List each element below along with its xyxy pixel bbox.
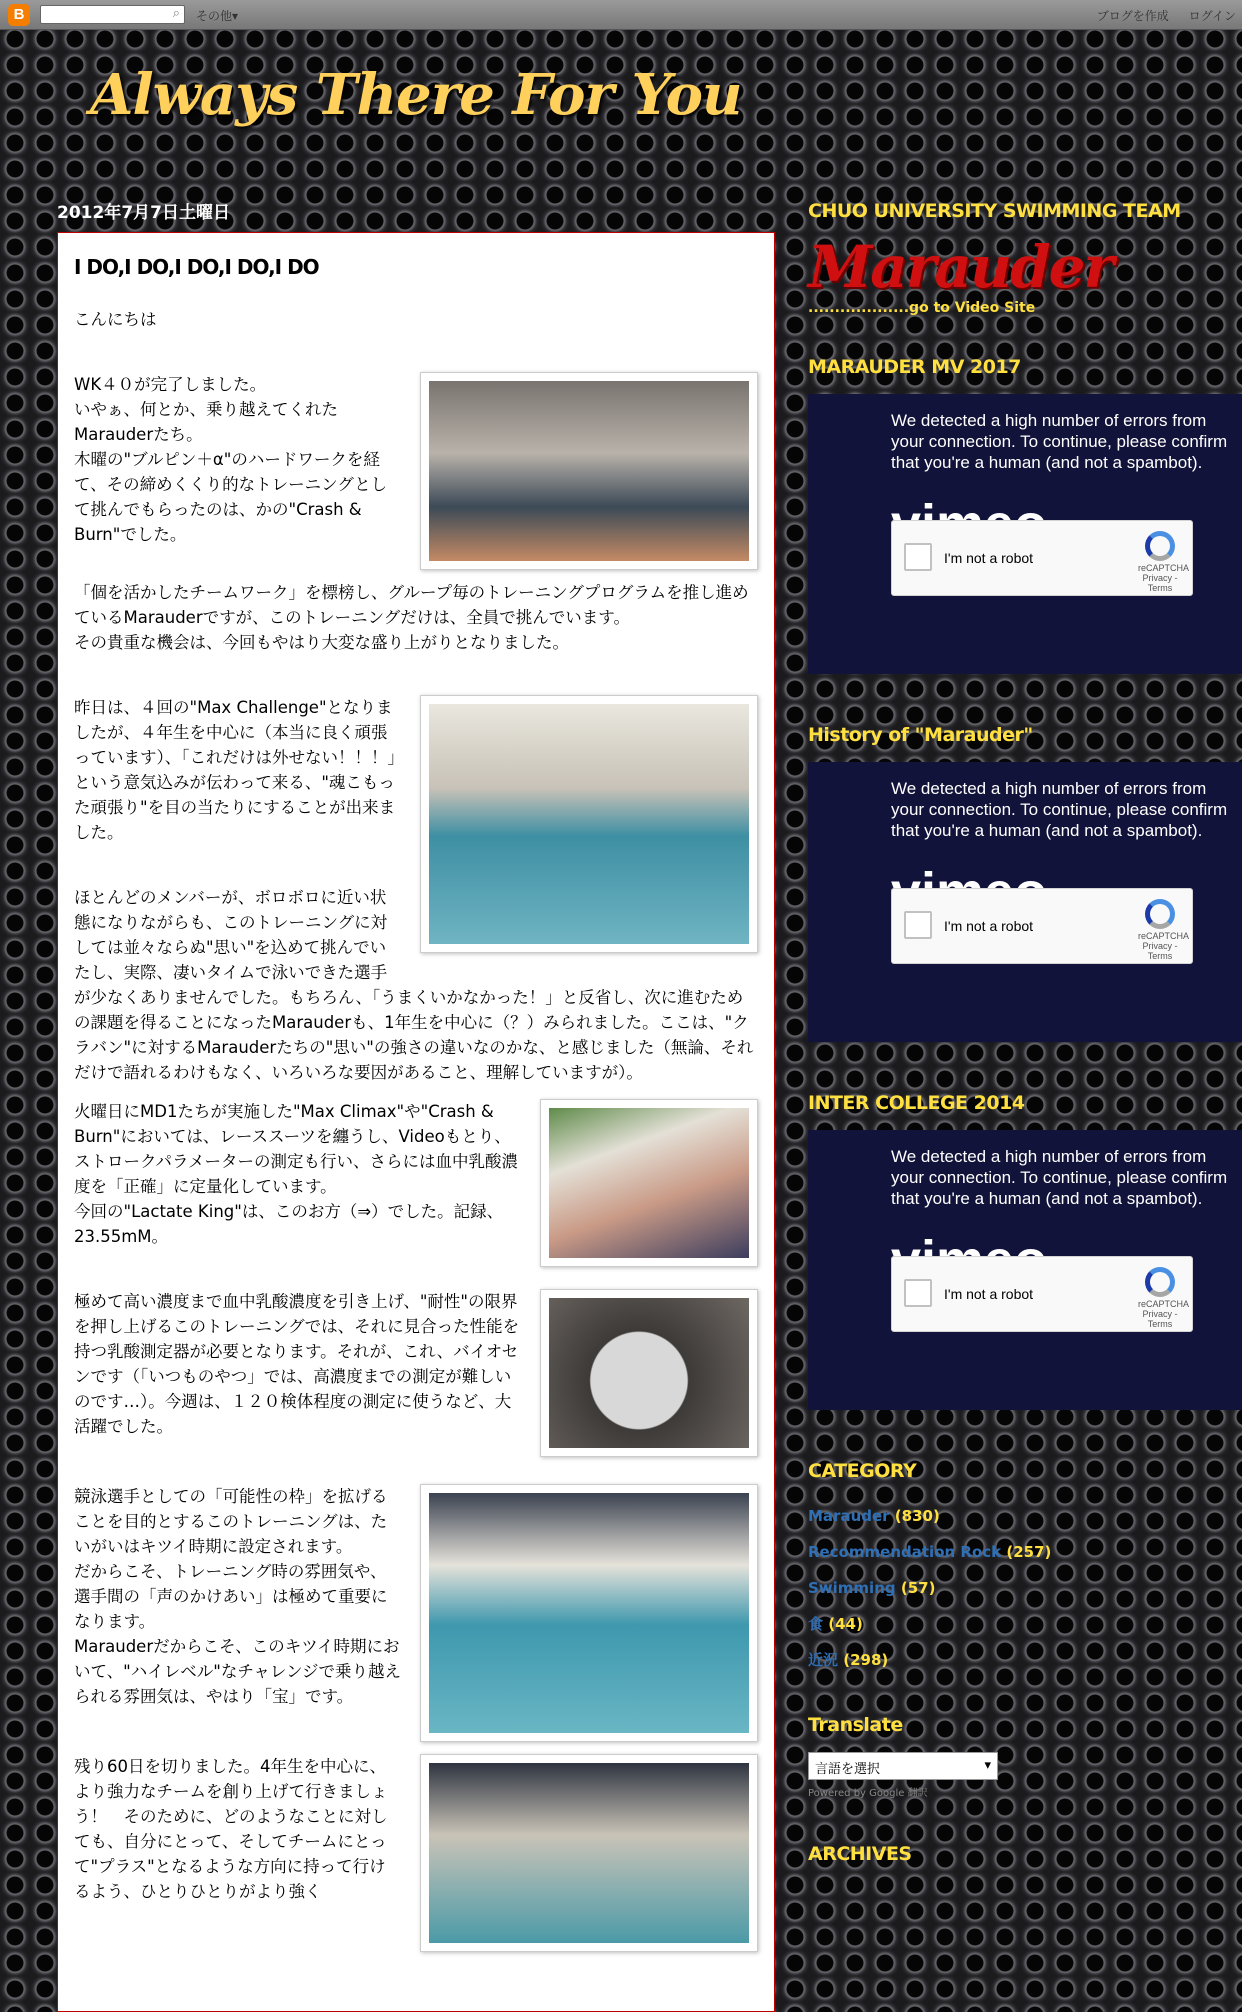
photo-analyzer[interactable] <box>540 1289 758 1457</box>
vimeo-error-message: We detected a high number of errors from your connection. To continue, please confirm that you're a human (and not a spambot). <box>891 1147 1228 1208</box>
photo-pool-group[interactable] <box>420 1754 758 1952</box>
post <box>57 232 775 2012</box>
category-link[interactable]: Recommendation Rock <box>808 1543 1002 1561</box>
photo-pool-start[interactable] <box>420 695 758 953</box>
category-title: CATEGORY <box>808 1460 917 1482</box>
photo-image[interactable] <box>429 704 749 944</box>
photo-image[interactable] <box>429 381 749 561</box>
recaptcha-checkbox[interactable] <box>904 543 932 571</box>
category-link[interactable]: Marauder <box>808 1507 890 1525</box>
widget-title: History of "Marauder" <box>808 724 1033 746</box>
recaptcha-checkbox[interactable] <box>904 911 932 939</box>
create-blog-link[interactable]: ブログを作成 <box>1096 9 1169 23</box>
blogger-navbar <box>0 0 1242 30</box>
category-link[interactable]: 近況 <box>808 1651 839 1669</box>
recaptcha-badge <box>1138 531 1190 593</box>
recaptcha-label: I'm not a robot <box>944 550 1034 566</box>
recaptcha-badge <box>1138 899 1190 961</box>
archives-title: ARCHIVES <box>808 1843 912 1865</box>
language-select[interactable]: 言語を選択 ▾ <box>808 1752 998 1780</box>
category-item <box>808 1570 1242 1606</box>
category-list <box>808 1498 1242 1678</box>
more-menu[interactable]: その他▾ <box>196 9 239 23</box>
vimeo-embed[interactable] <box>808 762 1242 1042</box>
vimeo-logo <box>891 862 1047 888</box>
recaptcha-widget <box>891 520 1193 596</box>
recaptcha-badge <box>1138 1267 1190 1329</box>
category-count: (57) <box>900 1579 936 1597</box>
recaptcha-label: I'm not a robot <box>944 1286 1034 1302</box>
widget-title: INTER COLLEGE 2014 <box>808 1092 1025 1114</box>
translate-title: Translate <box>808 1714 903 1736</box>
category-item <box>808 1606 1242 1642</box>
widget-title: MARAUDER MV 2017 <box>808 356 1021 378</box>
category-count: (257) <box>1006 1543 1052 1561</box>
post-paragraph: ほとんどのメンバーが、ボロボロに近い状態になりながらも、このトレーニングに対しては並々ならぬ"思い"を込めて挑んでいたし、実際、凄いタイムで泳いできた選手が少なくありませんでした。もちろん、「うまくいかなかった！」と反省し、次に進むための課題を得ることになったMarauderも、1年生を中心に（？）みられました。ここは、"クラバン"に対するMarauderたちの"思い"の強さの違いなのかな、と感じました（無論、それだけで語れるわけもなく、いろいろな要因があること、理解していますが）。 <box>74 888 754 1082</box>
recaptcha-icon <box>1145 531 1175 561</box>
category-item <box>808 1498 1242 1534</box>
recaptcha-links[interactable]: Privacy - Terms <box>1142 941 1178 961</box>
search-input[interactable] <box>40 5 185 24</box>
vimeo-error-message: We detected a high number of errors from your connection. To continue, please confirm that you're a human (and not a spambot). <box>891 411 1228 472</box>
photo-image[interactable] <box>429 1493 749 1733</box>
post-paragraph: 極めて高い濃度まで血中乳酸濃度を引き上げ、"耐性"の限界を押し上げるこのトレーニングでは、それに見合った性能を持つ乳酸測定器が必要となります。それが、これ、バイオセンです（「いつものやつ」では、高濃度までの測定が難しいのです…）。今週は、１２０検体程度の測定に使うなど、大活躍でした。 <box>74 1292 520 1436</box>
category-link[interactable]: 食 <box>808 1615 824 1633</box>
blog-title[interactable]: Always There For You <box>90 62 742 128</box>
category-count: (830) <box>894 1507 940 1525</box>
google-translate-credit[interactable]: Powered by Google 翻訳 <box>808 1788 928 1799</box>
blogger-icon[interactable]: B <box>8 4 30 26</box>
photo-lactate-king[interactable] <box>540 1099 758 1267</box>
recaptcha-brand: reCAPTCHA <box>1138 1299 1190 1309</box>
login-link[interactable]: ログイン <box>1188 9 1236 23</box>
photo-team-cheer[interactable] <box>420 372 758 570</box>
post-body <box>74 307 758 1904</box>
vimeo-error-message: We detected a high number of errors from your connection. To continue, please confirm that you're a human (and not a spambot). <box>891 779 1228 840</box>
recaptcha-brand: reCAPTCHA <box>1138 931 1190 941</box>
recaptcha-links[interactable]: Privacy - Terms <box>1142 1309 1178 1329</box>
vimeo-embed[interactable] <box>808 1130 1242 1410</box>
category-count: (298) <box>843 1651 889 1669</box>
search-icon[interactable]: ⌕ <box>172 6 180 21</box>
category-item <box>808 1642 1242 1678</box>
photo-image[interactable] <box>549 1298 749 1448</box>
post-paragraph: 残り60日を切りました。4年生を中心に、より強力なチームを創り上げて行きましょう！ そのために、どのようなことに対しても、自分にとって、そしてチームにとって"プラス"となるような方向に持って行けるよう、ひとりひとりがより強く <box>74 1757 388 1901</box>
post-paragraph: こんにちは <box>74 310 157 329</box>
recaptcha-widget <box>891 888 1193 964</box>
category-item <box>808 1534 1242 1570</box>
post-paragraph: 競泳選手としての「可能性の枠」を拡げることを目的とするこのトレーニングは、たいがいはキツイ時期に設定されます。 だからこそ、トレーニング時の雰囲気や、選手間の「声のかけあい」は極めて重要になります。 Marauderだからこそ、このキツイ時期において、"ハイレベル"なチャレンジで乗り越えられる雰囲気は、やはり「宝」です。 <box>74 1487 402 1706</box>
post-paragraph: 火曜日にMD1たちが実施した"Max Climax"や"Crash & Burn"においては、レーススーツを纏うし、Videoもとり、ストロークパラメーターの測定も行い、さらには血中乳酸濃度を「正確」に定量化しています。 今回の"Lactate King"は、このお方（⇒）でした。記録、23.55mM。 <box>74 1102 519 1246</box>
recaptcha-widget <box>891 1256 1193 1332</box>
video-site-link[interactable]: ...................go to Video Site <box>808 300 1036 316</box>
recaptcha-brand: reCAPTCHA <box>1138 563 1190 573</box>
post-paragraph: WK４０が完了しました。 いやぁ、何とか、乗り越えてくれたMarauderたち。 木曜の"ブルピン＋α"のハードワークを経て、その締めくくり的なトレーニングとして挑んでもらったのは、かの"Crash & Burn"でした。 <box>74 375 388 544</box>
post-paragraph: 「個を活かしたチームワーク」を標榜し、グループ毎のトレーニングプログラムを推し進めているMarauderですが、このトレーニングだけは、全員で挑んでいます。 その貴重な機会は、今回もやはり大変な盛り上がりとなりました。 <box>74 583 749 652</box>
category-count: (44) <box>828 1615 863 1633</box>
recaptcha-icon <box>1145 1267 1175 1297</box>
recaptcha-label: I'm not a robot <box>944 918 1034 934</box>
recaptcha-checkbox[interactable] <box>904 1279 932 1307</box>
recaptcha-links[interactable]: Privacy - Terms <box>1142 573 1178 593</box>
photo-image[interactable] <box>549 1108 749 1258</box>
category-link[interactable]: Swimming <box>808 1579 896 1597</box>
marauder-logo[interactable]: Marauder <box>808 233 1113 301</box>
vimeo-embed[interactable] <box>808 394 1242 674</box>
team-title: CHUO UNIVERSITY SWIMMING TEAM <box>808 200 1181 222</box>
post-date: 2012年7月7日土曜日 <box>57 203 230 223</box>
post-title[interactable]: I DO,I DO,I DO,I DO,I DO <box>74 255 319 279</box>
post-paragraph: 昨日は、４回の"Max Challenge"となりましたが、４年生を中心に（本当に良く頑張っています）、「これだけは外せない！！！」という意気込みが伝わって来る、"魂こもった頑張り"を目の当たりにすることが出来ました。 <box>74 698 396 842</box>
navbar-links <box>1081 7 1236 24</box>
photo-pool-team[interactable] <box>420 1484 758 1742</box>
vimeo-logo <box>891 1230 1047 1256</box>
recaptcha-icon <box>1145 899 1175 929</box>
vimeo-logo <box>891 494 1047 520</box>
sidebar <box>808 200 1242 1881</box>
photo-image[interactable] <box>429 1763 749 1943</box>
